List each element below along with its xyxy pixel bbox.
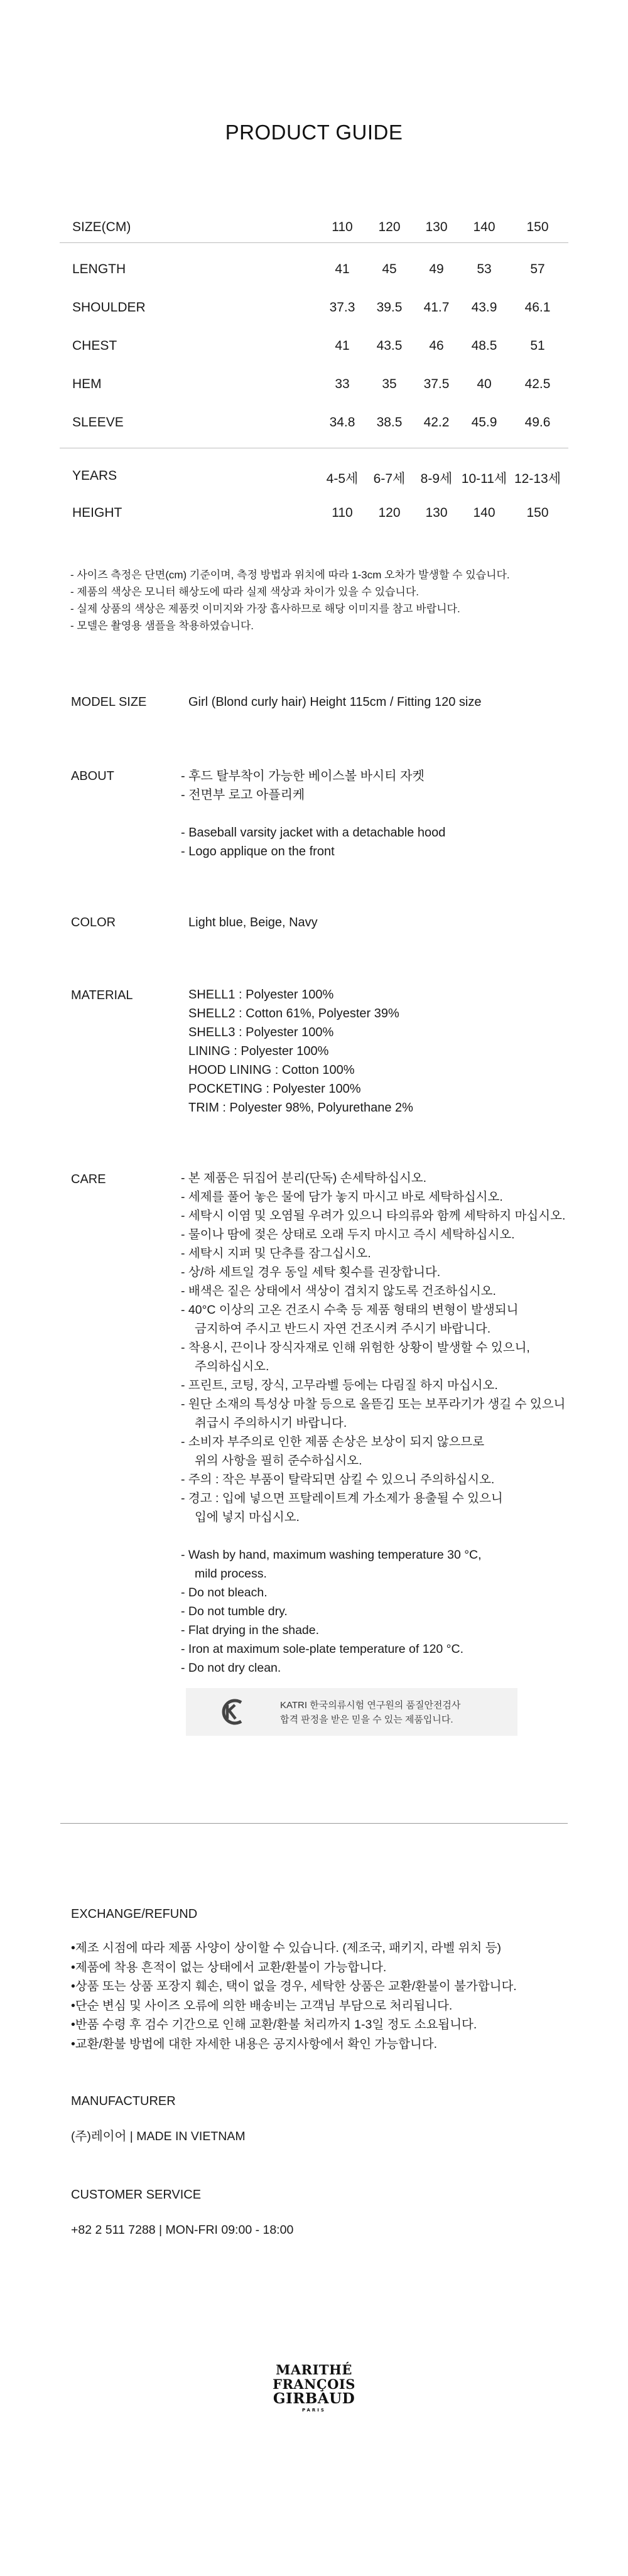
care-line: - Iron at maximum sole-plate temperature of 120 °C.: [181, 1642, 463, 1656]
row-label: YEARS: [72, 468, 117, 483]
table-cell: 35: [382, 377, 397, 391]
care-line: 입에 넣지 마십시오.: [195, 1510, 300, 1524]
material-line: SHELL2 : Cotton 61%, Polyester 39%: [188, 1007, 399, 1020]
care-label: CARE: [71, 1172, 106, 1186]
care-line: - Flat drying in the shade.: [181, 1623, 320, 1637]
care-line: - Do not dry clean.: [181, 1661, 281, 1675]
care-line: - 원단 소재의 특성상 마찰 등으로 올뜯김 또는 보푸라기가 생길 수 있으니: [181, 1397, 566, 1411]
about-label: ABOUT: [71, 769, 114, 783]
height-row: [60, 506, 568, 524]
care-line: - Do not bleach.: [181, 1586, 268, 1599]
table-cell: 46: [429, 338, 444, 353]
color-label: COLOR: [71, 916, 116, 929]
logo-line: FRANÇOIS: [273, 2376, 355, 2392]
size-header-cell: 110: [332, 220, 353, 234]
exchange-line: •제품에 착용 흔적이 없는 상태에서 교환/환불이 가능합니다.: [71, 1960, 387, 1974]
table-row: [60, 415, 568, 434]
material-line: POCKETING : Polyester 100%: [188, 1082, 361, 1096]
care-line: - 배색은 짙은 상태에서 색상이 겹치지 않도록 건조하십시오.: [181, 1284, 496, 1298]
care-line: [181, 1527, 565, 1546]
care-line: - 세탁시 이염 및 오염될 우려가 있으니 타의류와 함께 세탁하지 마십시오.: [181, 1209, 566, 1223]
note-line: - 제품의 색상은 모니터 해상도에 따라 실제 색상과 차이가 있을 수 있습니다.: [70, 586, 419, 598]
table-cell: 39.5: [376, 300, 403, 315]
about-line: - 후드 탈부착이 가능한 베이스볼 바시티 자켓: [181, 769, 425, 783]
table-cell: 150: [526, 506, 549, 520]
material-label: MATERIAL: [71, 988, 133, 1002]
exchange-line: •제조 시점에 따라 제품 사양이 상이할 수 있습니다. (제조국, 패키지, 라벨 위치 등): [71, 1941, 502, 1955]
care-line: - Do not tumble dry.: [181, 1605, 288, 1618]
table-cell: 4-5세: [326, 472, 359, 486]
table-cell: 130: [425, 506, 448, 520]
exchange-label: EXCHANGE/REFUND: [71, 1907, 198, 1921]
table-cell: 41: [335, 338, 350, 353]
size-header-cell: 150: [526, 220, 549, 234]
care-line: mild process.: [195, 1567, 267, 1581]
logo-line: PARIS: [302, 2408, 326, 2413]
table-cell: 6-7세: [373, 472, 406, 486]
table-cell: 37.5: [423, 377, 450, 391]
exchange-line: •교환/환불 방법에 대한 자세한 내용은 공지사항에서 확인 가능합니다.: [71, 2037, 438, 2051]
care-line: - 착용시, 끈이나 장식자재로 인해 위험한 상황이 발생할 수 있으니,: [181, 1341, 530, 1355]
table-cell: 51: [530, 338, 545, 353]
model-size-label: MODEL SIZE: [71, 695, 147, 709]
material-body: [188, 986, 413, 1118]
note-line: - 사이즈 측정은 단면(cm) 기준이며, 측정 방법과 위치에 따라 1-3cm 오차가 발생할 수 있습니다.: [70, 569, 510, 581]
table-cell: 49: [429, 262, 444, 276]
color-body: [188, 913, 318, 932]
table-cell: 49.6: [524, 415, 551, 430]
care-line: - 소비자 부주의로 인한 제품 손상은 보상이 되지 않으므로: [181, 1435, 485, 1449]
material-line: LINING : Polyester 100%: [188, 1044, 329, 1058]
row-label: HEM: [72, 377, 102, 391]
table-cell: 45: [382, 262, 397, 276]
table-cell: 41.7: [423, 300, 450, 315]
care-line: - 주의 : 작은 부품이 탈락되면 삼킬 수 있으니 주의하십시오.: [181, 1473, 495, 1486]
care-line: - 경고 : 입에 넣으면 프탈레이트계 가소제가 용출될 수 있으니: [181, 1491, 503, 1505]
model-size-text: Girl (Blond curly hair) Height 115cm / Fitting 120 size: [188, 695, 482, 709]
logo-line: MARITHÉ: [276, 2362, 352, 2378]
table-cell: 48.5: [471, 338, 497, 353]
customer-service-value: +82 2 511 7288 | MON-FRI 09:00 - 18:00: [71, 2223, 294, 2237]
row-label: CHEST: [72, 338, 117, 353]
about-line: - Baseball varsity jacket with a detachable hood: [181, 826, 446, 840]
manufacturer-label: MANUFACTURER: [71, 2094, 176, 2108]
care-line: 취급시 주의하시기 바랍니다.: [195, 1416, 347, 1430]
care-line: - 세탁시 지퍼 및 단추를 잠그십시오.: [181, 1247, 371, 1260]
exchange-body: [71, 1939, 517, 2054]
page-title: PRODUCT GUIDE: [225, 121, 403, 144]
care-line: - 프린트, 코팅, 장식, 고무라벨 등에는 다림질 하지 마십시오.: [181, 1378, 498, 1392]
table-cell: 42.2: [423, 415, 450, 430]
kc-line: 합격 판정을 받은 믿을 수 있는 제품입니다.: [280, 1714, 453, 1725]
table-cell: 43.9: [471, 300, 497, 315]
table-cell: 33: [335, 377, 350, 391]
years-row: [60, 468, 568, 487]
exchange-line: •상품 또는 상품 포장지 훼손, 택이 없을 경우, 세탁한 상품은 교환/환불이 불가합니다.: [71, 1979, 517, 1994]
size-header-cell: 140: [473, 220, 495, 234]
section-divider: [60, 1823, 568, 1824]
care-line: - 세제를 풀어 놓은 물에 담가 놓지 마시고 바로 세탁하십시오.: [181, 1190, 503, 1204]
note-line: - 실제 상품의 색상은 제품컷 이미지와 가장 흡사하므로 해당 이미지를 참고 바랍니다.: [70, 603, 460, 615]
care-line: - Wash by hand, maximum washing temperature 30 °C,: [181, 1548, 482, 1562]
table-cell: 42.5: [524, 377, 551, 391]
about-body: [181, 767, 445, 861]
table-cell: 43.5: [376, 338, 403, 353]
table-cell: 41: [335, 262, 350, 276]
model-size-value: [188, 693, 481, 712]
care-line: - 40°C 이상의 고온 건조시 수축 등 제품 형태의 변형이 발생되니: [181, 1303, 519, 1317]
material-line: HOOD LINING : Cotton 100%: [188, 1063, 355, 1077]
size-header-row: [60, 220, 568, 239]
table-row: [60, 300, 568, 319]
table-cell: 110: [332, 506, 353, 520]
table-row: [60, 338, 568, 357]
exchange-line: •단순 변심 및 사이즈 오류에 의한 배송비는 고객님 부담으로 처리됩니다.: [71, 1998, 453, 2013]
about-line: - 전면부 로고 아플리케: [181, 788, 305, 802]
size-notes: [70, 566, 510, 634]
care-line: - 본 제품은 뒤집어 분리(단독) 손세탁하십시오.: [181, 1171, 427, 1185]
table-cell: 10-11세: [461, 472, 507, 486]
care-line: 주의하십시오.: [195, 1360, 269, 1373]
row-label: SHOULDER: [72, 300, 146, 315]
material-line: SHELL1 : Polyester 100%: [188, 988, 334, 1002]
care-body: [181, 1169, 565, 1678]
exchange-line: •반품 수령 후 검수 기간으로 인해 교환/환불 처리까지 1-3일 정도 소요됩니다.: [71, 2018, 477, 2032]
table-row: [60, 262, 568, 281]
material-line: SHELL3 : Polyester 100%: [188, 1026, 334, 1039]
material-line: TRIM : Polyester 98%, Polyurethane 2%: [188, 1101, 413, 1115]
table-cell: 140: [473, 506, 495, 520]
table-cell: 38.5: [376, 415, 403, 430]
size-header-label: SIZE(CM): [72, 220, 131, 234]
table-cell: 12-13세: [514, 472, 561, 486]
kc-text: [280, 1698, 460, 1727]
table-cell: 45.9: [471, 415, 497, 430]
logo-line: GIRBAUD: [273, 2390, 355, 2407]
table-cell: 34.8: [329, 415, 355, 430]
note-line: - 모델은 촬영용 샘플을 착용하였습니다.: [70, 620, 254, 632]
table-divider: [60, 242, 568, 243]
brand-logo: [264, 2362, 364, 2423]
about-line: [181, 804, 445, 823]
care-line: 위의 사항을 필히 준수하십시오.: [195, 1454, 362, 1468]
color-value: Light blue, Beige, Navy: [188, 916, 318, 929]
care-line: - 물이나 땀에 젖은 상태로 오래 두지 마시고 즉시 세탁하십시오.: [181, 1228, 515, 1242]
table-cell: 57: [530, 262, 545, 276]
manufacturer-body: [71, 2127, 246, 2146]
table-cell: 46.1: [524, 300, 551, 315]
kc-certification-icon: [219, 1697, 245, 1726]
row-label: HEIGHT: [72, 506, 122, 520]
manufacturer-value: (주)레이어 | MADE IN VIETNAM: [71, 2130, 246, 2143]
table-cell: 53: [477, 262, 492, 276]
care-line: 금지하여 주시고 반드시 자연 건조시켜 주시기 바랍니다.: [195, 1322, 491, 1336]
care-line: - 상/하 세트일 경우 동일 세탁 횟수를 권장합니다.: [181, 1265, 441, 1279]
customer-service-body: [71, 2221, 293, 2240]
row-label: SLEEVE: [72, 415, 124, 430]
size-header-cell: 120: [378, 220, 401, 234]
table-row: [60, 377, 568, 396]
table-cell: 120: [378, 506, 401, 520]
row-label: LENGTH: [72, 262, 126, 276]
about-line: - Logo applique on the front: [181, 845, 335, 858]
kc-certification-box: [186, 1688, 517, 1736]
table-cell: 37.3: [329, 300, 355, 315]
table-cell: 40: [477, 377, 492, 391]
table-cell: 8-9세: [420, 472, 453, 486]
size-header-cell: 130: [425, 220, 448, 234]
kc-line: KATRI 한국의류시험 연구원의 품질안전검사: [280, 1700, 461, 1711]
customer-service-label: CUSTOMER SERVICE: [71, 2188, 202, 2202]
